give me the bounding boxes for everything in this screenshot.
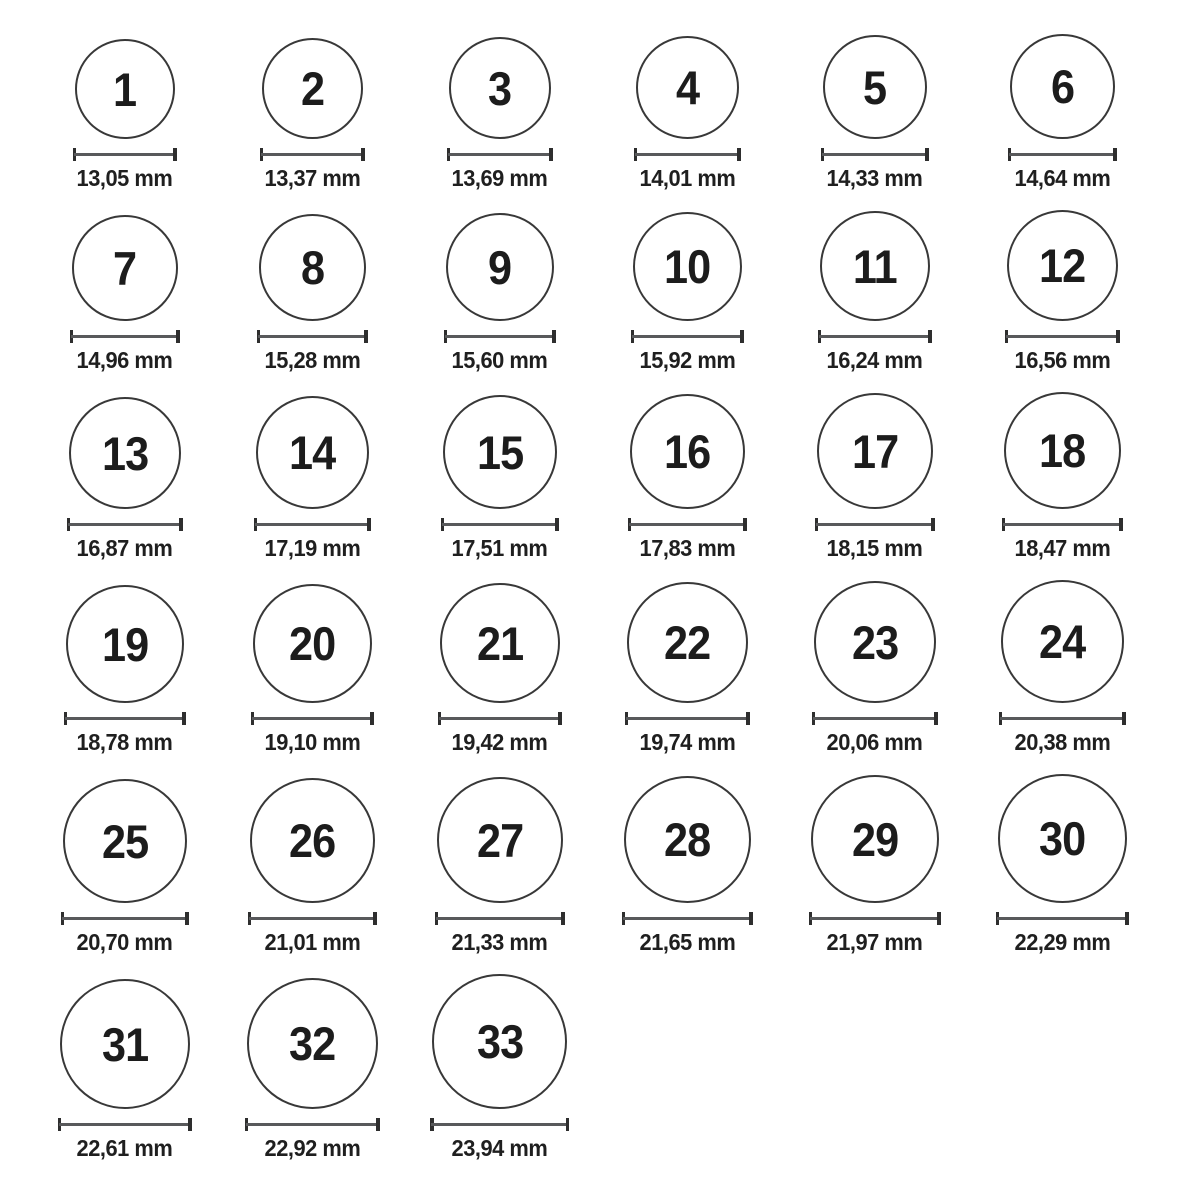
ring-size-cell [781,211,969,374]
ring-size-number: 31 [101,1017,148,1071]
dimension-tick-right-icon [934,712,938,725]
diameter-dimension-line [245,1118,380,1131]
ring-size-number: 33 [476,1015,523,1068]
diameter-dimension-line [631,330,744,343]
ring-size-number: 6 [1050,60,1074,113]
dimension-bar [1009,153,1116,156]
ring-size-cell [969,392,1157,562]
diameter-label: 18,47 mm [1014,535,1111,561]
ring-size-cell [31,779,219,956]
dimension-tick-right-icon [1125,912,1129,925]
dimension-bar [258,335,367,338]
ring-size-number: 29 [851,812,898,866]
diameter-label: 13,69 mm [451,165,548,191]
ring-size-number: 28 [664,813,711,866]
dimension-tick-right-icon [746,712,750,725]
ring-circle [247,978,378,1109]
ring-circle [440,583,560,703]
diameter-label: 20,06 mm [826,729,923,755]
ring-size-cell [594,212,782,374]
diameter-label: 18,15 mm [826,535,923,561]
ring-circle [1010,34,1115,139]
chart-row [31,774,1200,956]
diameter-label: 21,97 mm [826,929,923,955]
ring-circle [259,214,366,321]
diameter-dimension-line [625,712,750,725]
dimension-bar [442,523,558,526]
dimension-tick-right-icon [361,148,365,161]
diameter-dimension-line [1002,518,1123,531]
ring-size-number: 9 [488,240,512,294]
dimension-tick-right-icon [185,912,189,925]
diameter-label: 15,28 mm [264,347,361,373]
dimension-tick-right-icon [1116,330,1120,343]
diameter-label: 14,64 mm [1014,165,1111,191]
diameter-dimension-line [815,518,935,531]
diameter-dimension-line [628,518,747,531]
dimension-tick-right-icon [931,518,935,531]
ring-circle [69,397,181,509]
diameter-label: 20,70 mm [76,929,173,955]
ring-size-number: 11 [852,239,897,293]
ring-size-cell [781,393,969,562]
dimension-bar [62,917,188,920]
dimension-tick-right-icon [561,912,565,925]
ring-circle [262,38,363,139]
ring-size-cell [31,979,219,1162]
diameter-label: 16,87 mm [76,535,173,561]
dimension-bar [626,717,749,720]
ring-circle [250,778,375,903]
diameter-label: 18,78 mm [76,729,173,755]
ring-size-number: 32 [289,1017,336,1070]
ring-size-cell [31,215,219,374]
diameter-label: 16,56 mm [1014,347,1111,373]
ring-circle [60,979,190,1109]
dimension-tick-right-icon [182,712,186,725]
diameter-dimension-line [438,712,562,725]
dimension-bar [74,153,176,156]
ring-size-number: 7 [113,241,137,295]
ring-size-cell [31,585,219,756]
diameter-label: 13,05 mm [76,165,173,191]
diameter-label: 17,83 mm [639,535,736,561]
ring-size-cell [406,395,594,562]
dimension-bar [252,717,373,720]
diameter-label: 22,61 mm [76,1135,173,1161]
diameter-label: 14,33 mm [826,165,923,191]
ring-size-cell [31,39,219,192]
dimension-bar [816,523,934,526]
diameter-dimension-line [999,712,1126,725]
ring-size-cell [219,214,407,374]
dimension-bar [822,153,928,156]
ring-size-cell [594,36,782,192]
dimension-tick-right-icon [176,330,180,343]
ring-circle [437,777,563,903]
ring-size-cell [406,777,594,956]
dimension-tick-right-icon [737,148,741,161]
ring-size-number: 4 [675,61,699,114]
dimension-bar [448,153,552,156]
diameter-dimension-line [257,330,368,343]
dimension-tick-right-icon [558,712,562,725]
ring-circle [449,37,551,139]
ring-circle [432,974,567,1109]
ring-circle [66,585,184,703]
diameter-dimension-line [73,148,177,161]
ring-size-cell [406,583,594,756]
dimension-tick-right-icon [188,1118,192,1131]
dimension-tick-right-icon [1119,518,1123,531]
ring-size-number: 21 [476,616,523,670]
ring-size-number: 10 [664,240,711,293]
ring-size-number: 24 [1039,615,1086,668]
dimension-tick-right-icon [749,912,753,925]
dimension-tick-right-icon [549,148,553,161]
dimension-bar [632,335,743,338]
ring-circle [633,212,742,321]
dimension-bar [71,335,179,338]
diameter-label: 17,19 mm [264,535,361,561]
ring-size-cell [594,582,782,756]
ring-size-number: 12 [1039,239,1086,292]
dimension-bar [68,523,182,526]
ring-size-cell [969,774,1157,956]
ring-circle [72,215,178,321]
diameter-dimension-line [251,712,374,725]
dimension-tick-right-icon [367,518,371,531]
ring-size-number: 23 [851,615,898,669]
diameter-dimension-line [435,912,565,925]
diameter-dimension-line [447,148,553,161]
ring-size-cell [219,778,407,956]
diameter-label: 14,96 mm [76,347,173,373]
dimension-bar [810,917,940,920]
ring-size-number: 16 [664,425,711,478]
ring-size-cell [406,213,594,374]
ring-size-number: 15 [476,425,523,479]
ring-circle [1001,580,1124,703]
diameter-dimension-line [248,912,377,925]
diameter-dimension-line [58,1118,192,1131]
dimension-bar [439,717,561,720]
chart-row [31,974,1200,1162]
diameter-dimension-line [634,148,741,161]
dimension-tick-right-icon [743,518,747,531]
diameter-dimension-line [430,1118,569,1131]
ring-circle [817,393,933,509]
diameter-label: 15,92 mm [639,347,736,373]
diameter-label: 17,51 mm [451,535,548,561]
ring-size-cell [219,584,407,756]
ring-circle [75,39,175,139]
ring-circle [446,213,554,321]
ring-size-cell [969,210,1157,374]
diameter-label: 14,01 mm [639,165,736,191]
diameter-dimension-line [812,712,938,725]
dimension-bar [1000,717,1125,720]
diameter-label: 19,74 mm [639,729,736,755]
dimension-tick-right-icon [552,330,556,343]
ring-size-cell [219,38,407,192]
ring-circle [811,775,939,903]
ring-size-cell [594,776,782,956]
ring-size-cell [406,974,594,1162]
ring-size-number: 18 [1039,424,1086,477]
dimension-tick-right-icon [1122,712,1126,725]
diameter-label: 15,60 mm [451,347,548,373]
ring-circle [627,582,748,703]
diameter-label: 22,29 mm [1014,929,1111,955]
diameter-label: 20,38 mm [1014,729,1111,755]
dimension-tick-right-icon [937,912,941,925]
diameter-label: 23,94 mm [451,1135,548,1161]
dimension-bar [997,917,1128,920]
diameter-label: 21,33 mm [451,929,548,955]
ring-circle [624,776,751,903]
dimension-bar [445,335,555,338]
ring-size-cell [219,978,407,1162]
ring-circle [1007,210,1118,321]
ring-size-cell [31,397,219,562]
dimension-bar [246,1123,379,1126]
dimension-tick-right-icon [364,330,368,343]
dimension-bar [261,153,364,156]
dimension-bar [813,717,937,720]
chart-row [31,210,1200,374]
ring-size-number: 1 [113,62,137,116]
diameter-dimension-line [254,518,371,531]
dimension-bar [255,523,370,526]
diameter-label: 22,92 mm [264,1135,361,1161]
ring-circle [443,395,557,509]
ring-size-number: 2 [300,62,324,115]
ring-circle [253,584,372,703]
diameter-dimension-line [622,912,753,925]
ring-size-cell [406,37,594,192]
ring-size-number: 14 [289,426,336,479]
ring-size-number: 13 [101,426,148,480]
dimension-bar [1003,523,1122,526]
diameter-dimension-line [441,518,559,531]
dimension-bar [819,335,931,338]
diameter-label: 21,01 mm [264,929,361,955]
ring-size-cell [219,396,407,562]
dimension-tick-right-icon [555,518,559,531]
dimension-bar [635,153,740,156]
diameter-dimension-line [61,912,189,925]
dimension-bar [1006,335,1119,338]
dimension-tick-right-icon [376,1118,380,1131]
ring-circle [814,581,936,703]
dimension-tick-right-icon [925,148,929,161]
dimension-bar [59,1123,191,1126]
ring-circle [1004,392,1121,509]
ring-size-number: 5 [863,60,887,114]
ring-size-cell [781,581,969,756]
ring-circle [820,211,930,321]
dimension-tick-right-icon [740,330,744,343]
ring-circle [630,394,745,509]
dimension-bar [436,917,564,920]
ring-size-cell [594,394,782,562]
dimension-tick-right-icon [173,148,177,161]
ring-circle [636,36,739,139]
ring-size-number: 8 [300,241,324,294]
ring-size-cell [781,35,969,192]
ring-size-number: 26 [289,814,336,867]
dimension-tick-right-icon [1113,148,1117,161]
ring-size-number: 25 [101,814,148,868]
dimension-tick-right-icon [179,518,183,531]
diameter-dimension-line [67,518,183,531]
ring-circle [823,35,927,139]
diameter-dimension-line [821,148,929,161]
dimension-tick-right-icon [928,330,932,343]
chart-row [31,34,1200,192]
diameter-label: 19,42 mm [451,729,548,755]
ring-circle [256,396,369,509]
diameter-dimension-line [444,330,556,343]
ring-size-cell [969,34,1157,192]
dimension-tick-right-icon [566,1118,570,1131]
ring-size-cell [969,580,1157,756]
dimension-tick-right-icon [370,712,374,725]
diameter-dimension-line [64,712,186,725]
diameter-label: 16,24 mm [826,347,923,373]
dimension-bar [431,1123,568,1126]
ring-size-number: 22 [664,616,711,669]
ring-size-cell [781,775,969,956]
dimension-bar [623,917,752,920]
diameter-dimension-line [260,148,365,161]
dimension-bar [249,917,376,920]
ring-size-number: 30 [1039,812,1086,865]
ring-size-number: 19 [101,617,148,671]
diameter-label: 21,65 mm [639,929,736,955]
ring-size-number: 27 [476,813,523,867]
diameter-dimension-line [1008,148,1117,161]
dimension-bar [629,523,746,526]
diameter-dimension-line [70,330,180,343]
diameter-dimension-line [809,912,941,925]
diameter-label: 19,10 mm [264,729,361,755]
ring-circle [998,774,1127,903]
chart-row [31,580,1200,756]
ring-size-number: 20 [289,617,336,670]
diameter-label: 13,37 mm [264,165,361,191]
dimension-bar [65,717,185,720]
diameter-dimension-line [996,912,1129,925]
dimension-tick-right-icon [373,912,377,925]
chart-row [31,392,1200,562]
ring-size-number: 17 [851,424,898,478]
diameter-dimension-line [1005,330,1120,343]
ring-circle [63,779,187,903]
diameter-dimension-line [818,330,932,343]
ring-size-number: 3 [488,61,512,115]
